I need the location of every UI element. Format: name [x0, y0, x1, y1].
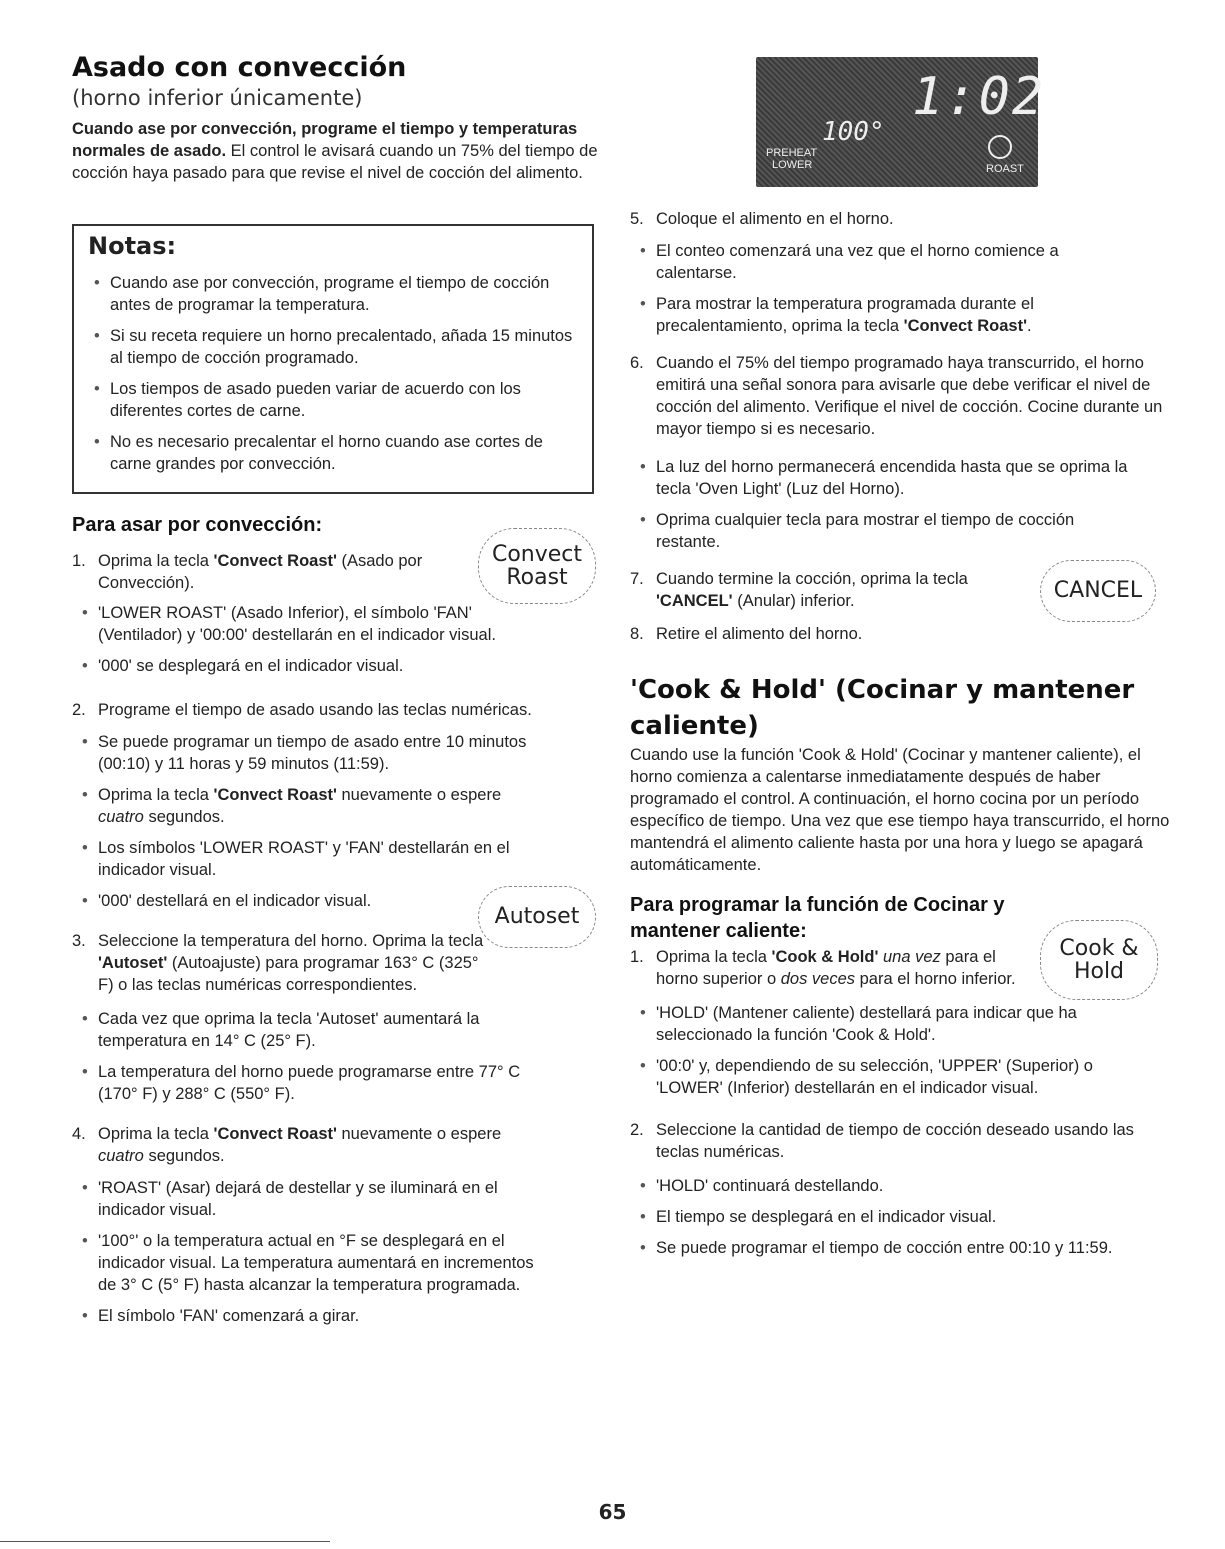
- intro-paragraph: [72, 118, 612, 184]
- cancel-key[interactable]: CANCEL: [1040, 560, 1156, 622]
- key-name: 'Cook & Hold': [771, 948, 879, 966]
- step-2-bullet: [72, 784, 542, 828]
- step-text: para el horno superior o: [656, 948, 996, 988]
- bullet-text: Para mostrar la temperatura programada durante el precalentamiento, oprima la tecla: [656, 295, 1034, 335]
- step-text: Retire el alimento del horno.: [656, 625, 863, 643]
- step-text: Coloque el alimento en el horno.: [656, 210, 894, 228]
- step-4-bullet: • '100°' o la temperatura actual en °F se desplegará en el indicador visual. La temperatura aumentará en incrementos de 3° C (5° F) hasta alcanzar la temperatura programada.: [72, 1230, 552, 1296]
- key-name: 'Convect Roast': [903, 317, 1028, 335]
- step-4-bullet: • 'ROAST' (Asar) dejará de destellar y se iluminará en el indicador visual.: [72, 1177, 552, 1221]
- cook-hold-heading: Para programar la función de Cocinar y mantener caliente:: [630, 894, 1005, 942]
- step-text: (Asado por Convección).: [98, 552, 423, 592]
- step-text: Oprima la tecla: [656, 948, 772, 966]
- cook-hold-intro: Cuando use la función 'Cook & Hold' (Cocinar y mantener caliente), el horno comienza a calentarse inmediatamente después de haber programado el control. A continuación, el horno cocina por un período específico de tiempo. Una vez que ese tiempo haya transcurrido, el horno mantendrá el alimento caliente hasta por una hora y luego se apagará automáticamente.: [630, 746, 1170, 874]
- step-7: [630, 568, 1010, 612]
- step-text: Cuando el 75% del tiempo programado haya transcurrido, el horno emitirá una señal sonora para avisarle que debe verificar el nivel de cocción del alimento. Verifique el nivel de cocción. Cocine durante un mayor tiempo si es necesario.: [656, 354, 1163, 438]
- oven-display: [756, 57, 1046, 187]
- intro-text: El control le avisará cuando un 75% del tiempo de cocción haya pasado para que revise el nivel de cocción del alimento.: [72, 142, 598, 182]
- step-4-bullet: • El símbolo 'FAN' comenzará a girar.: [72, 1305, 552, 1327]
- key-label: Roast: [506, 565, 568, 590]
- step-4: [72, 1123, 532, 1167]
- cook-hold-bullet: • 'HOLD' (Mantener caliente) destellará para indicar que ha seleccionado la función 'Cook & Hold'.: [630, 1002, 1110, 1046]
- autoset-key[interactable]: Autoset: [478, 886, 596, 948]
- step-3: [72, 930, 492, 996]
- notes-box: [72, 224, 594, 494]
- step-5-bullet: • El conteo comenzará una vez que el horno comience a calentarse.: [630, 240, 1090, 284]
- step-text: para el horno inferior.: [855, 970, 1016, 988]
- cook-hold-bullet: • Se puede programar el tiempo de cocción entre 00:10 y 11:59.: [630, 1237, 1150, 1259]
- step-6-bullet: • La luz del horno permanecerá encendida hasta que se oprima la tecla 'Oven Light' (Luz del Horno).: [630, 456, 1130, 500]
- key-name: 'CANCEL': [656, 592, 733, 610]
- step-2-bullet: • Los símbolos 'LOWER ROAST' y 'FAN' destellarán en el indicador visual.: [72, 837, 542, 881]
- step-number: 1.: [630, 948, 644, 966]
- step-number: 8.: [630, 625, 644, 643]
- cook-hold-step-2: [630, 1119, 1150, 1163]
- step-8: [630, 623, 1150, 645]
- step-text: segundos.: [143, 1147, 225, 1165]
- bullet-text: .: [1027, 317, 1032, 335]
- step-2: [72, 699, 592, 721]
- fan-icon: [988, 135, 1012, 159]
- notes-title: Notas:: [88, 232, 177, 260]
- cook-hold-key[interactable]: [1040, 920, 1158, 1000]
- section-title: Asado con convección: [72, 52, 407, 83]
- display-roast: ROAST: [986, 163, 1024, 175]
- step-5-bullet: [630, 293, 1090, 337]
- footer-rule: [0, 1541, 330, 1542]
- step-text: nuevamente o espere: [336, 1125, 502, 1143]
- bullet-text: nuevamente o espere: [336, 786, 502, 804]
- step-emphasis: cuatro: [98, 1147, 144, 1165]
- step-number: 5.: [630, 210, 644, 228]
- display-temperature: 100°: [822, 117, 885, 147]
- cook-hold-bullet: • El tiempo se desplegará en el indicador visual.: [630, 1206, 1150, 1228]
- step-text: Programe el tiempo de asado usando las teclas numéricas.: [98, 701, 532, 719]
- cook-hold-bullet: • 'HOLD' continuará destellando.: [630, 1175, 1150, 1197]
- step-number: 3.: [72, 932, 86, 950]
- intro-bold: Cuando ase por convección, programe el tiempo y temperaturas normales de asado.: [72, 120, 578, 160]
- procedure-heading: Para asar por convección:: [72, 514, 323, 536]
- key-name: 'Convect Roast': [213, 552, 337, 570]
- bullet-text: Oprima la tecla: [98, 786, 214, 804]
- cook-hold-step-1: [630, 946, 1030, 990]
- display-lower: LOWER: [772, 159, 813, 171]
- step-emphasis: dos veces: [780, 970, 856, 988]
- key-name: 'Convect Roast': [213, 1125, 337, 1143]
- step-text: Seleccione la cantidad de tiempo de cocción deseado usando las teclas numéricas.: [656, 1121, 1134, 1161]
- step-number: 6.: [630, 354, 644, 372]
- section-subtitle: (horno inferior únicamente): [72, 86, 363, 110]
- cook-hold-bullet: • '00:0' y, dependiendo de su selección, 'UPPER' (Superior) o 'LOWER' (Inferior) destellarán en el indicador visual.: [630, 1055, 1110, 1099]
- step-3-bullet: • La temperatura del horno puede programarse entre 77° C (170° F) y 288° C (550° F).: [72, 1061, 532, 1105]
- convect-roast-key[interactable]: [478, 528, 596, 604]
- display-preheat: PREHEAT: [766, 147, 818, 159]
- step-6-bullet: • Oprima cualquier tecla para mostrar el tiempo de cocción restante.: [630, 509, 1130, 553]
- step-1: [72, 550, 472, 594]
- step-2-bullet: • '000' destellará en el indicador visual.: [72, 890, 542, 912]
- step-text: (Anular) inferior.: [732, 592, 855, 610]
- step-emphasis: una vez: [878, 948, 941, 966]
- step-number: 1.: [72, 552, 86, 570]
- step-number: 2.: [72, 701, 86, 719]
- step-2-bullet: • Se puede programar un tiempo de asado entre 10 minutos (00:10) y 11 horas y 59 minutos (11:59).: [72, 731, 542, 775]
- page-number: 65: [598, 1500, 627, 1524]
- step-text: (Autoajuste) para programar 163° C (325° F) o las teclas numéricas correspondientes.: [98, 954, 479, 994]
- step-5: [630, 208, 1150, 230]
- step-1-bullet: • '000' se desplegará en el indicador visual.: [72, 655, 542, 677]
- bullet-emphasis: cuatro: [98, 808, 144, 826]
- key-label: Convect: [491, 541, 583, 567]
- step-text: Oprima la tecla: [98, 552, 214, 570]
- notes-item: • Los tiempos de asado pueden variar de acuerdo con los diferentes cortes de carne.: [84, 378, 584, 422]
- notes-item: • Cuando ase por convección, programe el tiempo de cocción antes de programar la temperatura.: [84, 272, 584, 316]
- bullet-text: segundos.: [143, 808, 225, 826]
- step-number: 2.: [630, 1121, 644, 1139]
- cook-hold-title: 'Cook & Hold' (Cocinar y mantener caliente): [630, 675, 1135, 741]
- step-3-bullet: • Cada vez que oprima la tecla 'Autoset' aumentará la temperatura en 14° C (25° F).: [72, 1008, 532, 1052]
- notes-item: • Si su receta requiere un horno precalentado, añada 15 minutos al tiempo de cocción programado.: [84, 325, 584, 369]
- key-name: 'Autoset': [98, 954, 168, 972]
- key-label: Cook &: [1059, 935, 1139, 961]
- step-text: Cuando termine la cocción, oprima la tecla: [656, 570, 968, 588]
- step-number: 4.: [72, 1125, 86, 1143]
- step-number: 7.: [630, 570, 644, 588]
- step-text: Oprima la tecla: [98, 1125, 214, 1143]
- notes-item: • No es necesario precalentar el horno cuando ase cortes de carne grandes por convección.: [84, 431, 584, 475]
- key-label: Hold: [1073, 959, 1125, 984]
- step-6: [630, 352, 1170, 440]
- key-name: 'Convect Roast': [213, 786, 337, 804]
- step-text: Seleccione la temperatura del horno. Oprima la tecla: [98, 932, 484, 950]
- step-1-bullet: • 'LOWER ROAST' (Asado Inferior), el símbolo 'FAN' (Ventilador) y '00:00' destellarán en el indicador visual.: [72, 602, 542, 646]
- display-time: 1:02: [912, 67, 1046, 127]
